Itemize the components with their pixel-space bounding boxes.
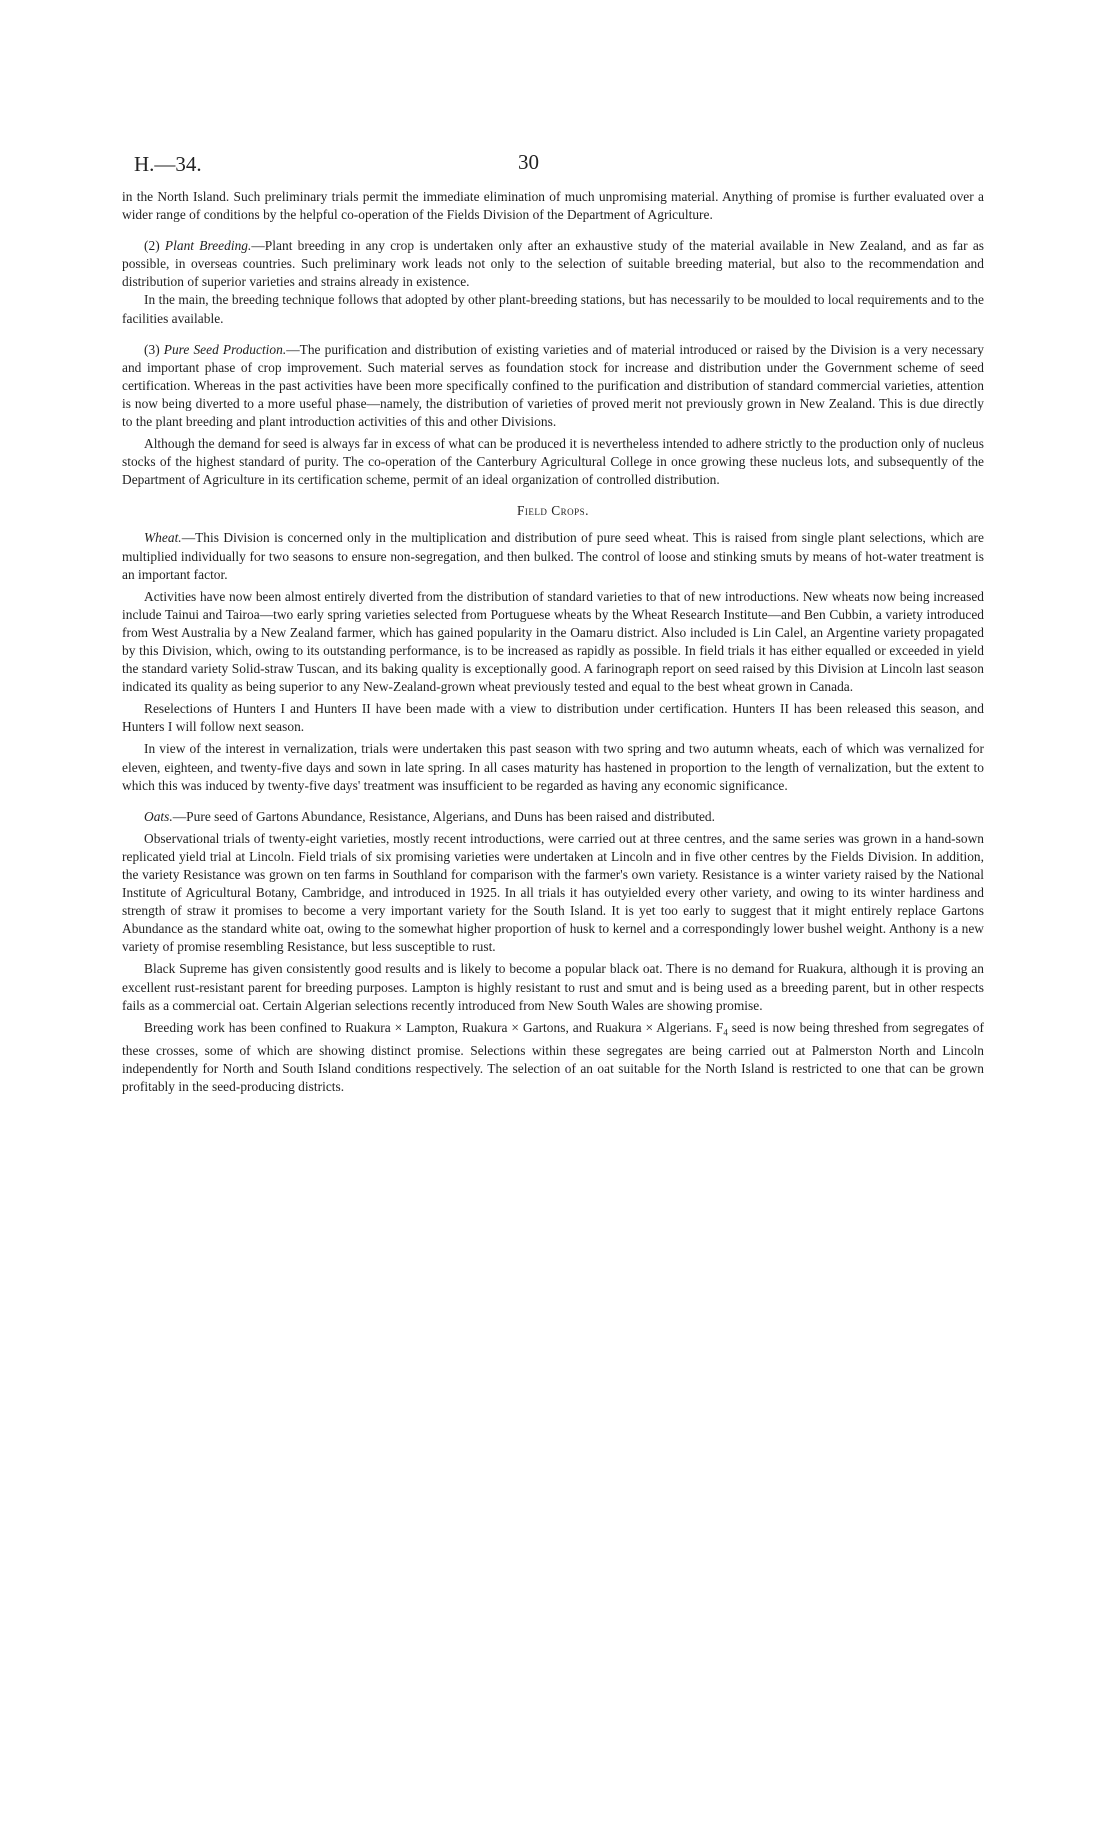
paragraph-heading: Plant Breeding. (164, 238, 252, 254)
paragraph-wheat-introductions (122, 588, 984, 697)
paragraph-text: In the main, the breeding technique follows that adopted by other plant-breeding stations, but has necessarily to be moulded to local requirements and to the facilities available. (122, 292, 984, 326)
generation-subscript: 4 (723, 1027, 728, 1038)
paragraph-text: —Pure seed of Gartons Abundance, Resistance, Algerians, and Duns has been raised and distributed. (172, 808, 716, 824)
report-reference: H.—34. (134, 152, 202, 176)
paragraph-pure-seed-production (122, 341, 984, 431)
paragraph-oats (122, 808, 984, 826)
paragraph-oat-breeding (122, 1019, 984, 1096)
paragraph-continuation (122, 188, 984, 224)
paragraph-text: Breeding work has been confined to Ruakura × Lampton, Ruakura × Gartons, and Ruakura × Algerians. F (144, 1019, 724, 1035)
paragraph-black-supreme (122, 960, 984, 1014)
paragraph-text: In view of the interest in vernalization, trials were undertaken this past season with two spring and two autumn wheats, each of which was vernalized for eleven, eighteen, and twenty-five days and sown in late spring. In all cases maturity has hastened in proportion to the length of vernalization, but the extent to which this was induced by twenty-five days' treatment was insufficient to be regarded as having any economic significance. (122, 741, 984, 793)
paragraph-text: Observational trials of twenty-eight varieties, mostly recent introductions, were carried out at three centres, and the same series was grown in a hand-sown replicated yield trial at Lincoln. Field trials of six promising varieties were undertaken at Lincoln and in five other centres by the Fields Division. In addition, the variety Resistance was grown on ten farms in Southland for comparison with the farmer's own variety. Resistance is a winter variety raised by the National Institute of Agricultural Botany, Cambridge, and introduced in 1925. In all trials it has outyielded every other variety, and owing to its winter hardiness and strength of straw it promises to become a very important variety for the South Island. It is yet too early to suggest that it might entirely replace Gartons Abundance as the standard white oat, owing to the somewhat higher proportion of husk to kernel and a correspondingly lower bushel weight. Anthony is a new variety of promise resembling Resistance, but less susceptible to rust. (122, 830, 984, 955)
page-header (122, 148, 984, 178)
paragraph-heading: Wheat. (144, 530, 182, 546)
paragraph-text: Black Supreme has given consistently good results and is likely to become a popular black oat. There is no demand for Ruakura, although it is proving an excellent rust-resistant parent for breeding purposes. Lampton is highly resistant to rust and smut and is being used as a breeding parent, but in other respects fails as a commercial oat. Certain Algerian selections recently introduced from New South Wales are showing promise. (122, 961, 984, 1013)
paragraph-seed-demand (122, 435, 984, 489)
paragraph-text: Although the demand for seed is always far in excess of what can be produced it is nevertheless intended to adhere strictly to the production only of nucleus stocks of the highest standard of purity. The co-operation of the Canterbury Agricultural College in once growing these nucleus lots, and subsequently of the Department of Agriculture in its certification scheme, permit of an ideal organization of controlled distribution. (122, 436, 984, 488)
paragraph-text: —Plant breeding in any crop is undertaken only after an exhaustive study of the material available in New Zealand, and as far as possible, in overseas countries. Such preliminary work leads not only to the selection of suitable breeding material, but also to the recommendation and distribution of superior varieties and strains already in existence. (122, 238, 985, 290)
page-number: 30 (518, 150, 539, 174)
paragraph-plant-breeding (122, 237, 984, 291)
paragraph-hunters-reselections (122, 700, 984, 736)
paragraph-text: —This Division is concerned only in the multiplication and distribution of pure seed wheat. This is raised from single plant selections, which are multiplied individually for two seasons to ensure non-segregation, and then bulked. The control of loose and stinking smuts by means of hot-water treatment is an important factor. (122, 530, 984, 582)
paragraph-text: Reselections of Hunters I and Hunters II have been made with a view to distribution under certification. Hunters II has been released this season, and Hunters I will follow next season. (122, 701, 984, 735)
document-page (122, 148, 984, 1096)
paragraph-text: —The purification and distribution of existing varieties and of material introduced or raised by the Division is a very necessary and important phase of crop improvement. Such material serves as foundation stock for increase and distribution under the Government scheme of seed certification. Whereas in the past activities have been more specifically confined to the purification and distribution of standard commercial varieties, attention is now being diverted to a more useful phase—namely, the distribution of varieties of proved merit not previously grown in New Zealand. This is due directly to the plant breeding and plant introduction activities of this and other Divisions. (122, 341, 985, 430)
paragraph-text: in the North Island. Such preliminary trials permit the immediate elimination of much unpromising material. Anything of promise is further evaluated over a wider range of conditions by the helpful co-operation of the Fields Division of the Department of Agriculture. (122, 189, 984, 223)
paragraph-wheat (122, 529, 984, 583)
paragraph-number: (3) (144, 341, 164, 357)
paragraph-heading: Pure Seed Production. (163, 341, 287, 357)
paragraph-text: seed is now being threshed from segregates of these crosses, some of which are showing distinct promise. Selections within these segregates are being carried out at Palmerston North and Lincoln independently for North and South Island conditions respectively. The selection of an oat suitable for the North Island is restricted to one that can be grown profitably in the seed-producing districts. (122, 1019, 984, 1094)
paragraph-heading: Oats. (144, 808, 173, 824)
paragraph-number: (2) (144, 238, 165, 254)
paragraph-oat-trials (122, 830, 984, 957)
paragraph-breeding-technique (122, 291, 984, 327)
paragraph-vernalization (122, 740, 984, 794)
section-title-field-crops: Field Crops. (516, 503, 590, 519)
paragraph-text: Activities have now been almost entirely diverted from the distribution of standard varieties to that of new introductions. New wheats now being increased include Tainui and Tairoa—two early spring varieties selected from Portuguese wheats by the Wheat Research Institute—and Ben Cubbin, a variety introduced from West Australia by a New Zealand farmer, which has gained popularity in the Oamaru district. Also included is Lin Calel, an Argentine variety propagated by this Division, which, owing to its outstanding performance, is to be increased as rapidly as possible. In field trials it has either equalled or exceeded in yield the standard variety Solid-straw Tuscan, and its baking quality is exceptionally good. A farinograph report on seed raised by this Division at Lincoln last season indicated its quality as being superior to any New-Zealand-grown wheat previously tested and equal to the best wheat grown in Canada. (122, 588, 984, 695)
